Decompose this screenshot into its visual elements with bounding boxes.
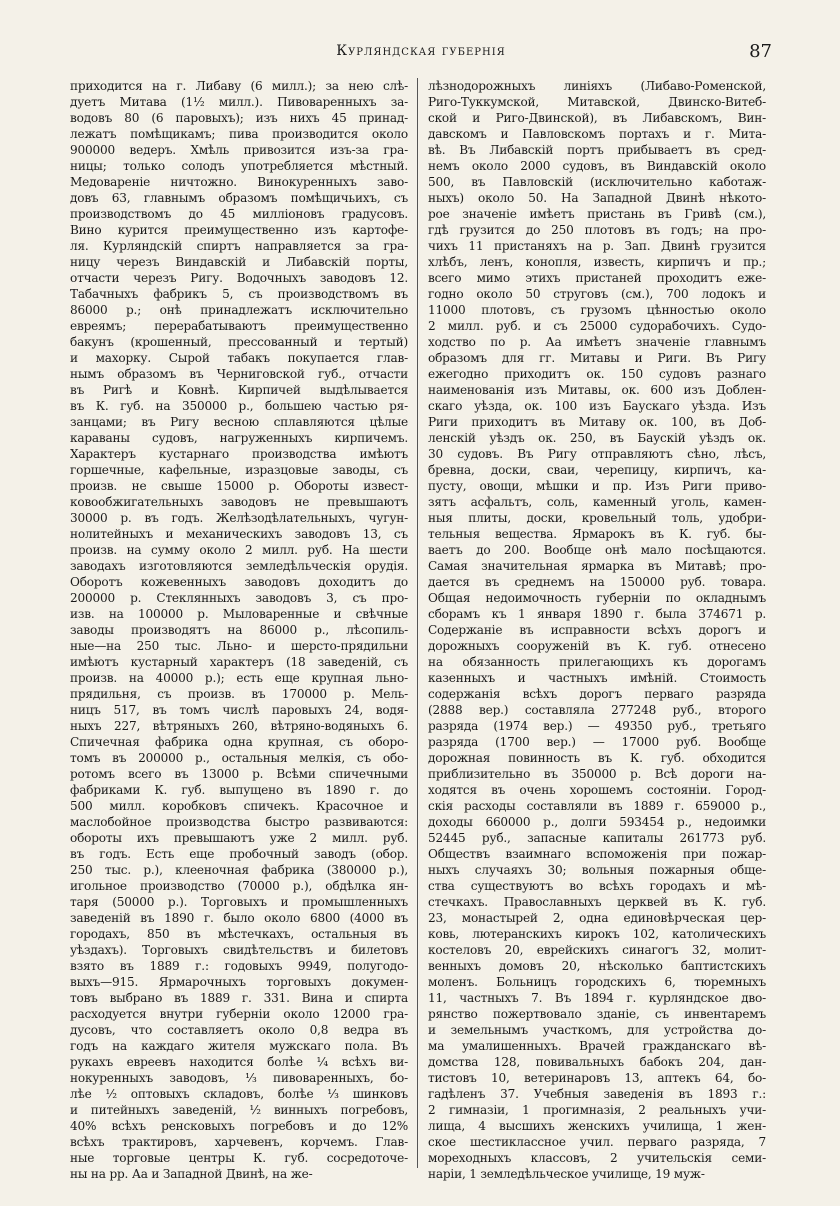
text-line: рое значеніе имѣетъ пристань въ Гривѣ (см.), <box>428 207 766 221</box>
text-line: разряда (1700 вер.) — 17000 руб. Вообще <box>428 735 766 749</box>
text-line: изв. на 100000 р. Мыловаренные и свѣчные <box>70 607 408 621</box>
text-line: мореходныхъ классовъ, 2 учительскія семи- <box>428 1151 766 1165</box>
text-line: образомъ для гг. Митавы и Риги. Въ Ригу <box>428 351 766 365</box>
text-line: водовъ 80 (6 паровыхъ); изъ нихъ 45 принад- <box>70 111 408 125</box>
page-header <box>70 43 772 71</box>
text-line: ныя плиты, доски, кровельный толь, удобри- <box>428 511 766 525</box>
text-line: ваетъ до 200. Вообще онѣ мало посѣщаются. <box>428 543 766 557</box>
text-line: евреямъ; перерабатываютъ преимущественно <box>70 319 408 333</box>
text-line: хлѣбъ, ленъ, конопля, известь, кирпичъ и пр.; <box>428 255 766 269</box>
text-line: 23, монастырей 2, одна единовѣрческая цер- <box>428 911 766 925</box>
text-line: прядильня, съ произв. въ 170000 р. Мель- <box>70 687 408 701</box>
text-line: дорожная повинность въ К. губ. обходится <box>428 751 766 765</box>
text-line: игольное производство (70000 р.), обдѣлка ян- <box>70 879 408 893</box>
text-line: 200000 р. Стеклянныхъ заводовъ 3, съ про- <box>70 591 408 605</box>
text-line: Вино курится преимущественно изъ картофе- <box>70 223 408 237</box>
text-line: ковь, лютеранскихъ кирокъ 102, католическихъ <box>428 927 766 941</box>
text-line: 40% всѣхъ ренсковыхъ погребовъ и до 12% <box>70 1119 408 1133</box>
text-line: лища, 4 высшихъ женскихъ училища, 1 жен- <box>428 1119 766 1133</box>
text-line: скія расходы составляли въ 1889 г. 659000 р., <box>428 799 766 813</box>
text-line: Оборотъ кожевенныхъ заводовъ доходитъ до <box>70 575 408 589</box>
text-line: фабриками К. губ. выпущено въ 1890 г. до <box>70 783 408 797</box>
text-line: ходятся въ очень хорошемъ состояніи. Город- <box>428 783 766 797</box>
text-line: дуетъ Митава (1½ милл.). Пивоваренныхъ за- <box>70 95 408 109</box>
text-line: гдѣ грузится до 250 плотовъ въ годъ; на про- <box>428 223 766 237</box>
text-line: скаго уѣзда, ок. 100 изъ Бауcкаго уѣзда. Изъ <box>428 399 766 413</box>
text-line: годъ на каждаго жителя мужскаго пола. Въ <box>70 1039 408 1053</box>
text-line: дусовъ, что составляетъ около 0,8 ведра въ <box>70 1023 408 1037</box>
text-line: приходится на г. Либаву (6 милл.); за нею слѣ- <box>70 79 408 93</box>
text-line: немъ около 2000 судовъ, въ Виндавскій около <box>428 159 766 173</box>
text-line: ской и Риго-Двинской), въ Либавскомъ, Вин- <box>428 111 766 125</box>
text-line: на обязанность прилегающихъ къ дорогамъ <box>428 655 766 669</box>
text-line: ходство по р. Аа имѣетъ значеніе главнымъ <box>428 335 766 349</box>
text-line: 30 судовъ. Въ Ригу отправляютъ сѣно, лѣсъ, <box>428 447 766 461</box>
text-line: Табачныхъ фабрикъ 5, съ производствомъ въ <box>70 287 408 301</box>
text-line: ства существуютъ во всѣхъ городахъ и мѣ- <box>428 879 766 893</box>
text-line: приблизительно въ 350000 р. Всѣ дороги на- <box>428 767 766 781</box>
text-line: Спичечная фабрика одна крупная, съ оборо- <box>70 735 408 749</box>
text-line: отчасти черезъ Ригу. Водочныхъ заводовъ 12. <box>70 271 408 285</box>
text-line: содержанія всѣхъ дорогъ перваго разряда <box>428 687 766 701</box>
text-line: ницы; только солодъ употребляется мѣстный. <box>70 159 408 173</box>
text-line: дается въ среднемъ на 150000 руб. товара. <box>428 575 766 589</box>
text-line: произв. на сумму около 2 милл. руб. На шести <box>70 543 408 557</box>
text-line: зятъ асфальтъ, соль, каменный уголь, камен- <box>428 495 766 509</box>
right-column <box>428 78 766 1188</box>
text-line: караваны судовъ, нагруженныхъ кирпичемъ. <box>70 431 408 445</box>
text-line: Риго-Туккумской, Митавской, Двинско-Витеб- <box>428 95 766 109</box>
text-line: ные торговые центры К. губ. сосредоточе- <box>70 1151 408 1165</box>
text-line: городахъ, 850 въ мѣстечкахъ, остальныя въ <box>70 927 408 941</box>
text-line: томъ въ 200000 р., остальныя мелкія, съ обо- <box>70 751 408 765</box>
text-line: 2 гимназіи, 1 прогимназія, 2 реальныхъ учи- <box>428 1103 766 1117</box>
text-line: лѣе ½ оптовыхъ складовъ, болѣе ⅓ шинковъ <box>70 1087 408 1101</box>
text-line: ма умалишенныхъ. Врачей гражданскаго вѣ- <box>428 1039 766 1053</box>
text-line: нолитейныхъ и механическихъ заводовъ 13, съ <box>70 527 408 541</box>
text-line: рянство пожертвовало зданіе, съ инвентаремъ <box>428 1007 766 1021</box>
text-line: казенныхъ и частныхъ имѣній. Стоимость <box>428 671 766 685</box>
text-line: и питейныхъ заведеній, ½ винныхъ погребовъ, <box>70 1103 408 1117</box>
text-line: Риги приходитъ въ Митаву ок. 100, въ Доб- <box>428 415 766 429</box>
text-line: годно около 50 струговъ (см.), 700 лодокъ и <box>428 287 766 301</box>
text-line: всего мимо этихъ пристаней проходитъ еже- <box>428 271 766 285</box>
text-line: заводы производятъ на 86000 р., лѣсопиль- <box>70 623 408 637</box>
text-line: въ годъ. Есть еще пробочный заводъ (обор. <box>70 847 408 861</box>
text-line: дорожныхъ сооруженій въ К. губ. отнесено <box>428 639 766 653</box>
text-line: выхъ—915. Ярмарочныхъ торговыхъ докумен- <box>70 975 408 989</box>
text-line: бакунъ (крошенный, прессованный и тертый) <box>70 335 408 349</box>
text-line: тельныя вещества. Ярмарокъ въ К. губ. бы- <box>428 527 766 541</box>
text-line: 86000 р.; онѣ принадлежатъ исключительно <box>70 303 408 317</box>
text-line: костеловъ 20, еврейскихъ синагогъ 32, молит- <box>428 943 766 957</box>
text-line: лежатъ помѣщикамъ; пива производится около <box>70 127 408 141</box>
text-line: чихъ 11 пристаняхъ на р. Зап. Двинѣ грузится <box>428 239 766 253</box>
text-line: и земельнымъ участкомъ, для устройства до- <box>428 1023 766 1037</box>
text-line: маслобойное производства быстро развиваются: <box>70 815 408 829</box>
running-title: Курляндская губернія <box>336 43 506 59</box>
text-line: уѣздахъ). Торговыхъ свидѣтельствъ и билетовъ <box>70 943 408 957</box>
text-line: давскомъ и Павловскомъ портахъ и г. Мита- <box>428 127 766 141</box>
text-line: ротомъ всего въ 13000 р. Всѣми спичечными <box>70 767 408 781</box>
text-line: вѣ. Въ Либавскій портъ прибываетъ въ сред- <box>428 143 766 157</box>
text-line: тистовъ 10, ветеринаровъ 13, аптекъ 64, бо- <box>428 1071 766 1085</box>
text-line: нокуренныхъ заводовъ, ⅓ пивоваренныхъ, бо- <box>70 1071 408 1085</box>
text-line: 250 тыс. р.), клееночная фабрика (380000 р.), <box>70 863 408 877</box>
text-line: моленъ. Больницъ городскихъ 6, тюремныхъ <box>428 975 766 989</box>
text-line: ны на рр. Аа и Западной Двинѣ, на же- <box>70 1167 313 1181</box>
text-line: товъ выбрано въ 1889 г. 331. Вина и спирта <box>70 991 408 1005</box>
text-line: 900000 ведеръ. Хмѣль привозится изъ-за гра- <box>70 143 408 157</box>
text-line: горшечные, кафельные, изразцовые заводы, съ <box>70 463 408 477</box>
text-line: въ К. губ. на 350000 р., большею частью ря- <box>70 399 408 413</box>
text-line: ныхъ случаяхъ 30; вольныя пожарныя обще- <box>428 863 766 877</box>
text-line: доходы 660000 р., долги 593454 р., недоимки <box>428 815 766 829</box>
text-line: ные—на 250 тыс. Льно- и шерсто-прядильни <box>70 639 408 653</box>
text-line: стечкахъ. Православныхъ церквей въ К. губ. <box>428 895 766 909</box>
text-line: занцами; въ Ригу весною сплавляются цѣлые <box>70 415 408 429</box>
text-line: Характеръ кустарнаго производства имѣютъ <box>70 447 408 461</box>
text-line: 11000 плотовъ, съ грузомъ цѣнностью около <box>428 303 766 317</box>
text-line: расходуется внутри губерніи около 12000 гра- <box>70 1007 408 1021</box>
text-line: нымъ образомъ въ Черниговской губ., отчасти <box>70 367 408 381</box>
text-line: рукахъ евреевъ находится болѣе ¼ всѣхъ ви- <box>70 1055 408 1069</box>
text-line: взято въ 1889 г.: годовыхъ 9949, полугодо- <box>70 959 408 973</box>
text-line: заведеній въ 1890 г. было около 6800 (4000 въ <box>70 911 408 925</box>
text-line: разряда (1974 вер.) — 49350 руб., третьяго <box>428 719 766 733</box>
text-line: гадѣленъ 37. Учебныя заведенія въ 1893 г.: <box>428 1087 766 1101</box>
text-line: ныхъ 227, вѣтряныхъ 260, вѣтряно-водяныхъ 6. <box>70 719 408 733</box>
text-line: ежегодно приходитъ ок. 150 судовъ разнаго <box>428 367 766 381</box>
text-line: 500, въ Павловскій (исключительно каботаж- <box>428 175 766 189</box>
text-line: наименованія изъ Митавы, ок. 600 изъ Доблен- <box>428 383 766 397</box>
text-columns <box>70 78 772 1188</box>
text-line: заводахъ изготовляются земледѣльческія орудія. <box>70 559 408 573</box>
text-line: 500 милл. коробковъ спичекъ. Красочное и <box>70 799 408 813</box>
text-line: 30000 р. въ годъ. Желѣзодѣлательныхъ, чугун- <box>70 511 408 525</box>
column-divider <box>417 78 418 1168</box>
page-number: 87 <box>749 41 772 62</box>
text-line: домства 128, повивальныхъ бабокъ 204, дан- <box>428 1055 766 1069</box>
text-line: производствомъ до 45 милліоновъ градусовъ. <box>70 207 408 221</box>
text-line: таря (50000 р.). Торговыхъ и промышленныхъ <box>70 895 408 909</box>
text-line: ленскій уѣздъ ок. 250, въ Бауcкій уѣздъ ок. <box>428 431 766 445</box>
text-line: Общая недоимочность губерніи по окладнымъ <box>428 591 766 605</box>
text-line: Медовареніе ничтожно. Винокуренныхъ заво- <box>70 175 408 189</box>
text-line: обороты ихъ превышаютъ уже 2 милл. руб. <box>70 831 408 845</box>
text-line: бревна, доски, сваи, черепицу, кирпичъ, ка- <box>428 463 766 477</box>
text-line: и махорку. Сырой табакъ покупается глав- <box>70 351 408 365</box>
text-line: пусту, овощи, мѣшки и пр. Изъ Риги приво- <box>428 479 766 493</box>
text-line: ницъ 517, въ томъ числѣ паровыхъ 24, водя- <box>70 703 408 717</box>
text-line: лѣзнодорожныхъ линіяхъ (Либаво-Роменской, <box>428 79 766 93</box>
text-line: ныхъ) около 50. На Западной Двинѣ нѣкото- <box>428 191 766 205</box>
text-line: произв. на 40000 р.); есть еще крупная льно- <box>70 671 408 685</box>
text-line: (2888 вер.) составляла 277248 руб., второго <box>428 703 766 717</box>
text-line: сборамъ къ 1 января 1890 г. была 374671 р. <box>428 607 766 621</box>
text-line: наріи, 1 земледѣльческое училище, 19 муж- <box>428 1167 705 1181</box>
text-line: венныхъ домовъ 20, нѣсколько баптистскихъ <box>428 959 766 973</box>
text-line: 2 милл. руб. и съ 25000 судорабочихъ. Судо- <box>428 319 766 333</box>
text-line: ковообжигательныхъ заводовъ не превышаютъ <box>70 495 408 509</box>
text-line: имѣютъ кустарный характеръ (18 заведеній, съ <box>70 655 408 669</box>
text-line: Обществъ взаимнаго вспоможенія при пожар- <box>428 847 766 861</box>
text-line: 11, частныхъ 7. Въ 1894 г. курляндское дво- <box>428 991 766 1005</box>
text-line: ское шестиклассное учил. перваго разряда, 7 <box>428 1135 766 1149</box>
text-line: Самая значительная ярмарка въ Митавѣ; про- <box>428 559 766 573</box>
text-line: довъ 63, главнымъ образомъ помѣщичьихъ, съ <box>70 191 408 205</box>
text-line: произв. не свыше 15000 р. Обороты извест- <box>70 479 408 493</box>
left-column <box>70 78 408 1188</box>
text-line: ницу черезъ Виндавскій и Либавскій порты, <box>70 255 408 269</box>
text-line: въ Ригѣ и Ковнѣ. Кирпичей выдѣлывается <box>70 383 408 397</box>
text-line: Содержаніе въ исправности всѣхъ дорогъ и <box>428 623 766 637</box>
text-line: ля. Курляндскій спиртъ направляется за гра- <box>70 239 408 253</box>
text-line: 52445 руб., запасные капиталы 261773 руб. <box>428 831 766 845</box>
text-line: всѣхъ трактировъ, харчевенъ, корчемъ. Глав- <box>70 1135 408 1149</box>
